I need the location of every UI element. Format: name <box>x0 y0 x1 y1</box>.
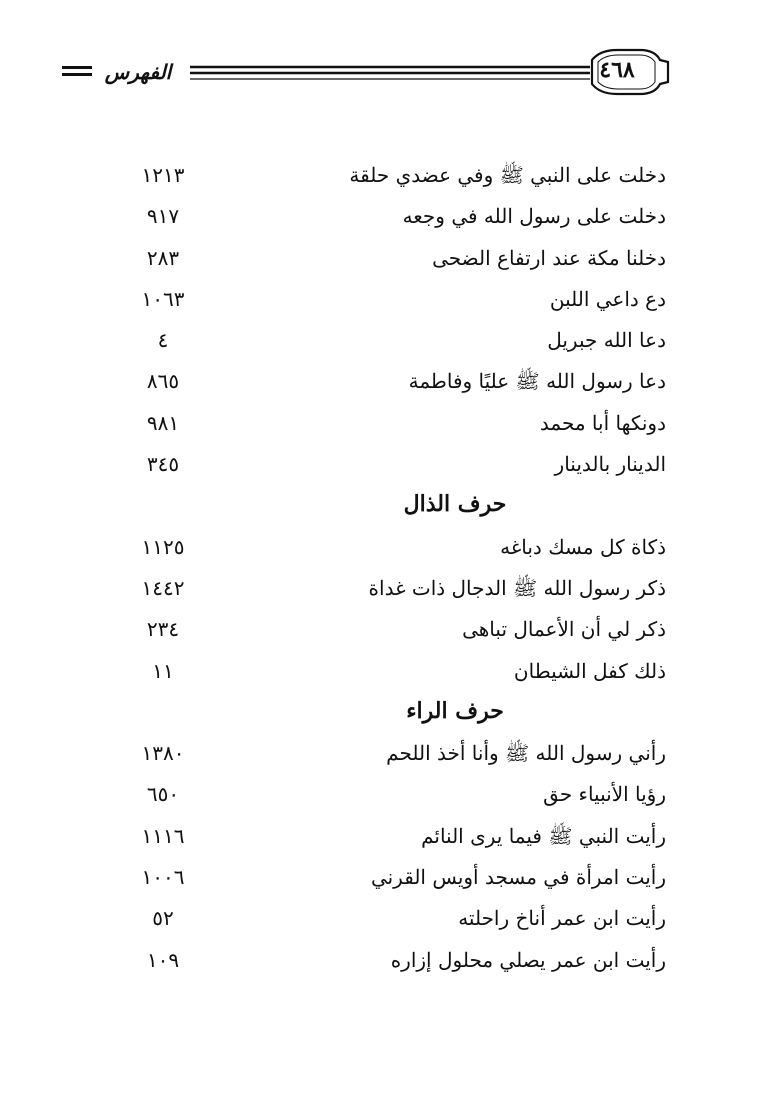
index-entry <box>0 774 774 815</box>
entry-phrase: دخلنا مكة عند ارتفاع الضحى <box>432 245 666 270</box>
index-entry <box>0 527 774 568</box>
entry-phrase: رؤيا الأنبياء حق <box>543 782 666 807</box>
index-entry <box>0 940 774 981</box>
page-number: ٤٦٨ <box>599 57 635 83</box>
entry-page-number: ١٠٦٣ <box>141 286 185 311</box>
entry-phrase: رأيت ابن عمر يصلي محلول إزاره <box>390 947 666 972</box>
entry-phrase: ذلك كفل الشيطان <box>513 658 666 683</box>
index-entry <box>0 320 774 361</box>
entry-phrase: دونكها أبا محمد <box>539 410 666 435</box>
entry-page-number: ٩٨١ <box>146 410 180 435</box>
entry-phrase: رأني رسول الله ﷺ وأنا أخذ اللحم <box>386 741 666 766</box>
entry-phrase: دخلت على رسول الله في وجعه <box>402 204 666 229</box>
section-heading: حرف الذال <box>403 491 507 518</box>
entry-page-number: ١٢١٣ <box>141 163 185 187</box>
index-entry <box>0 444 774 485</box>
entry-page-number: ١١١٦ <box>141 823 185 848</box>
entry-page-number: ٢٨٣ <box>146 245 180 270</box>
entry-phrase: ذكر رسول الله ﷺ الدجال ذات غداة <box>368 575 666 600</box>
entry-page-number: ٩١٧ <box>146 204 180 229</box>
entry-phrase: ذكر لي أن الأعمال تباهى <box>462 617 666 642</box>
section-heading-row <box>0 485 774 526</box>
index-entry <box>0 609 774 650</box>
entry-phrase: دعا رسول الله ﷺ عليًا وفاطمة <box>408 369 666 394</box>
entry-phrase: دعا الله جبريل <box>547 328 666 353</box>
index-entry <box>0 857 774 898</box>
index-entry <box>0 651 774 692</box>
index-entry <box>0 733 774 774</box>
header-ornament <box>62 66 92 78</box>
index-entry <box>0 361 774 402</box>
index-entry <box>0 403 774 444</box>
index-entry <box>0 279 774 320</box>
entry-page-number: ٦٥٠ <box>146 782 180 807</box>
entry-phrase: دع داعي اللبن <box>549 286 666 311</box>
section-heading: حرف الراء <box>406 697 504 724</box>
index-entry <box>0 816 774 857</box>
index-entry <box>0 568 774 609</box>
entry-phrase: الدينار بالدينار <box>554 452 666 477</box>
entry-page-number: ١١ <box>152 658 174 683</box>
section-heading-row <box>0 692 774 733</box>
index-entry <box>0 155 774 196</box>
entry-phrase: رأيت ابن عمر أناخ راحلته <box>458 906 666 931</box>
index-list <box>0 155 774 981</box>
entry-page-number: ٢٣٤ <box>146 617 180 642</box>
entry-page-number: ٤ <box>157 328 169 353</box>
entry-page-number: ٣٤٥ <box>146 452 180 477</box>
index-entry <box>0 898 774 939</box>
entry-phrase: رأيت امرأة في مسجد أويس القرني <box>370 865 666 890</box>
entry-phrase: دخلت على النبي ﷺ وفي عضدي حلقة <box>349 163 666 187</box>
running-title: الفهرس <box>104 60 172 84</box>
entry-page-number: ١١٢٥ <box>141 534 185 559</box>
entry-page-number: ٥٢ <box>152 906 174 931</box>
entry-page-number: ١٤٤٢ <box>141 575 185 600</box>
index-entry <box>0 196 774 237</box>
entry-phrase: رأيت النبي ﷺ فيما يرى النائم <box>421 823 666 848</box>
entry-page-number: ١٠٩ <box>146 947 180 972</box>
entry-phrase: ذكاة كل مسك دباغه <box>500 534 666 559</box>
entry-page-number: ١٣٨٠ <box>141 741 185 766</box>
entry-page-number: ١٠٠٦ <box>141 865 185 890</box>
index-entry <box>0 238 774 279</box>
entry-page-number: ٨٦٥ <box>146 369 180 394</box>
